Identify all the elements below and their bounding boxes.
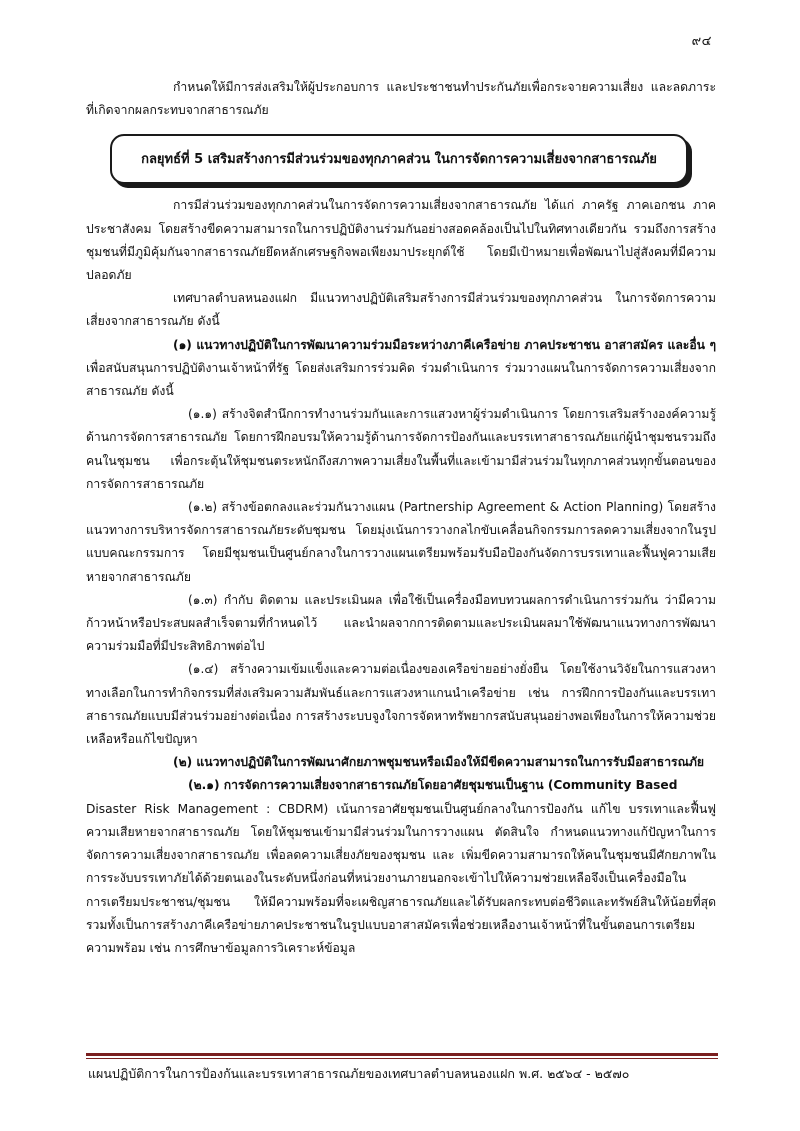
intro-paragraph: กำหนดให้มีการส่งเสริมให้ผู้ประกอบการ และประชาชนทำประกันภัยเพื่อกระจายความเสี่ยง และลดภาระที่เกิดจากผลกระทบจากสาธารณภัย: [86, 80, 716, 118]
item1-1-paragraph: (๑.๑) สร้างจิตสำนึกการทำงานร่วมกันและการแสวงหาผู้ร่วมดำเนินการ โดยการเสริมสร้างองค์ความรู้ด้านการจัดการสาธารณภัย โดยการฝึกอบรมให้ความรู้ด้านการจัดการป้องกันและบรรเทาสาธารณภัยแก่ผู้นำชุมชนรวมถึงคนในชุมชน เพื่อกระตุ้นให้ชุมชนตระหนักถึงสภาพความเสี่ยงในพื้นที่และเข้ามามีส่วนร่วมในทุกภาคส่วนทุกขั้นตอนของการจัดการสาธารณภัย: [86, 407, 716, 491]
document-body: [86, 76, 716, 960]
footer-text: แผนปฏิบัติการในการป้องกันและบรรเทาสาธารณภัยของเทศบาลตำบลหนองแฝก พ.ศ. ๒๕๖๔ - ๒๕๗๐: [88, 1066, 630, 1081]
footer-rule-thick: [86, 1053, 718, 1056]
item1-text: เพื่อสนับสนุนการปฏิบัติงานเจ้าหน้าที่รัฐ โดยส่งเสริมการร่วมคิด ร่วมดำเนินการ ร่วมวางแผนในการจัดการความเสี่ยงจากสาธารณภัย ดังนี้: [86, 360, 716, 399]
item2-1-heading: (๒.๑) การจัดการความเสี่ยงจากสาธารณภัยโดยอาศัยชุมชนเป็นฐาน (Community Based: [188, 778, 678, 793]
footer-rule-thin: [86, 1058, 718, 1059]
item1-2-paragraph: (๑.๒) สร้างข้อตกลงและร่วมกันวางแผน (Partnership Agreement & Action Planning) โดยสร้างแนวทางการบริหารจัดการสาธารณภัยระดับชุมชน โดยมุ่งเน้นการวางกลไกขับเคลื่อนกิจกรรมการลดความเสี่ยงจากในรูปแบบคณะกรรมการ โดยมีชุมชนเป็นศูนย์กลางในการวางแผนเตรียมพร้อมรับมือป้องกันจัดการบรรเทาและฟื้นฟูความเสียหายจากสาธารณภัย: [86, 500, 716, 584]
item1-heading: (๑) แนวทางปฏิบัติในการพัฒนาความร่วมมือระหว่างภาคีเครือข่าย ภาคประชาชน อาสาสมัคร และอื่น ๆ: [173, 337, 716, 352]
strategy-title: กลยุทธ์ที่ 5 เสริมสร้างการมีส่วนร่วมของทุกภาคส่วน ในการจัดการความเสี่ยงจากสาธารณภัย: [110, 134, 688, 184]
strategy-title-box: [110, 134, 688, 184]
item1-3-paragraph: (๑.๓) กำกับ ติดตาม และประเมินผล เพื่อใช้เป็นเครื่องมือทบทวนผลการดำเนินการร่วมกัน ว่ามีความก้าวหน้าหรือประสบผลสำเร็จตามที่กำหนดไว้ และนำผลจากการติดตามและประเมินผลมาใช้พัฒนาแนวทางการพัฒนาความร่วมมือที่มีประสิทธิภาพต่อไป: [86, 592, 716, 654]
municipality-paragraph: เทศบาลตำบลหนองแฝก มีแนวทางปฏิบัติเสริมสร้างการมีส่วนร่วมของทุกภาคส่วน ในการจัดการความเสี่ยงจากสาธารณภัย ดังนี้: [86, 291, 716, 329]
item2-heading: (๒) แนวทางปฏิบัติในการพัฒนาศักยภาพชุมชนหรือเมืองให้มีขีดความสามารถในการรับมือสาธารณภัย: [173, 755, 705, 770]
item1-4-paragraph: (๑.๔) สร้างความเข้มแข็งและความต่อเนื่องของเครือข่ายอย่างยั่งยืน โดยใช้งานวิจัยในการแสวงหาทางเลือกในการทำกิจกรรมที่ส่งเสริมความสัมพันธ์และการแสวงหาแกนนำเครือข่าย เช่น การฝึกการป้องกันและบรรเทาสาธารณภัยแบบมีส่วนร่วมอย่างต่อเนื่อง การสร้างระบบจูงใจการจัดหาทรัพยากรสนับสนุนอย่างพอเพียงในการให้ความช่วยเหลือหรือแก้ไขปัญหา: [86, 662, 716, 747]
item1-paragraph: [86, 334, 716, 404]
participation-paragraph: การมีส่วนร่วมของทุกภาคส่วนในการจัดการความเสี่ยงจากสาธารณภัย ได้แก่ ภาครัฐ ภาคเอกชน ภาคประชาสังคม โดยสร้างขีดความสามารถในการปฏิบัติงานร่วมกันอย่างสอดคล้องเป็นไปในทิศทางเดียวกัน รวมถึงการสร้างชุมชนที่มีภูมิคุ้มกันจากสาธารณภัยยึดหลักเศรษฐกิจพอเพียงมาประยุกต์ใช้ โดยมีเป้าหมายเพื่อพัฒนาไปสู่สังคมที่มีความปลอดภัย: [86, 198, 716, 283]
item2-1-paragraph: Disaster Risk Management : CBDRM) เน้นการอาศัยชุมชนเป็นศูนย์กลางในการป้องกัน แก้ไข บรรเทาและฟื้นฟูความเสียหายจากสาธารณภัย โดยให้ชุมชนเข้ามามีส่วนร่วมในการวางแผน ตัดสินใจ กำหนดแนวทางแก้ปัญหาในการจัดการความเสี่ยงจากสาธารณภัย เพื่อลดความเสี่ยงภัยของชุมชน และ เพิ่มขีดความสามารถให้คนในชุมชนมีศักยภาพในการระงับบรรเทาภัยได้ด้วยตนเองในระดับหนึ่งก่อนที่หน่วยงานภายนอกจะเข้าไปให้ความช่วยเหลือจึงเป็นเครื่องมือในการเตรียมประชาชน/ชุมชน ให้มีความพร้อมที่จะเผชิญสาธารณภัยและได้รับผลกระทบต่อชีวิตและทรัพย์สินให้น้อยที่สุดรวมทั้งเป็นการสร้างภาคีเครือข่ายภาคประชาชนในรูปแบบอาสาสมัครเพื่อช่วยเหลืองานเจ้าหน้าที่ในขั้นตอนการเตรียมความพร้อม เช่น การศึกษาข้อมูลการวิเคราะห์ข้อมูล: [86, 801, 716, 955]
page-number: ๙๔: [691, 34, 712, 49]
